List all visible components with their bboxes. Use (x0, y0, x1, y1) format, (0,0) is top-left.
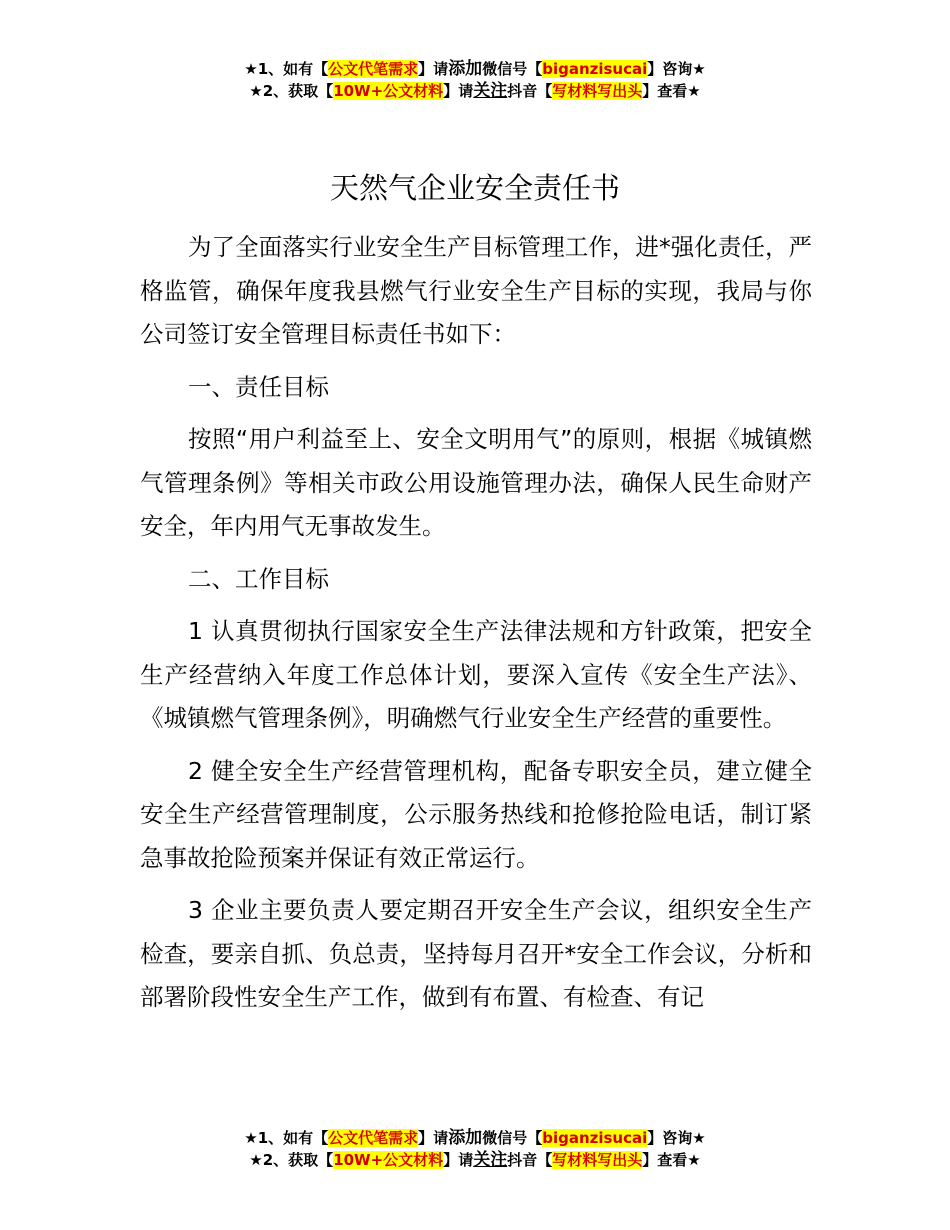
banner-text: 】咨询★ (647, 1129, 706, 1147)
paragraph: 2 健全安全生产经营管理机构，配备专职安全员，建立健全安全生产经营管理制度，公示服务热线和抢修抢险电话，制订紧急事故抢险预案并保证有效正常运行。 (140, 756, 812, 872)
banner-highlight: biganzisucai (542, 1129, 648, 1147)
banner-line-1 (0, 1127, 950, 1149)
header-banner (0, 58, 950, 102)
banner-text: 】查看★ (642, 82, 701, 100)
banner-highlight: 公文代笔需求 (328, 60, 419, 78)
banner-emphasis: 添加 (448, 59, 483, 79)
banner-highlight: 公文代笔需求 (328, 1129, 419, 1147)
banner-emphasis: 添加 (448, 1128, 483, 1148)
banner-text: ★1、如有【 (244, 60, 329, 78)
footer-banner (0, 1127, 950, 1171)
section-heading-2: 二、工作目标 (188, 564, 329, 593)
banner-line-1 (0, 58, 950, 80)
banner-highlight: 10W+公文材料 (333, 1151, 444, 1169)
banner-text: 】咨询★ (647, 60, 706, 78)
banner-text: 微信号【 (482, 60, 543, 78)
document-body (140, 226, 812, 1029)
banner-text: ★2、获取【 (249, 82, 334, 100)
section-heading-1: 一、责任目标 (188, 372, 329, 401)
banner-emphasis: 关注 (473, 1150, 508, 1170)
banner-text: 微信号【 (482, 1129, 543, 1147)
banner-emphasis: 关注 (473, 81, 508, 101)
banner-highlight: biganzisucai (542, 60, 648, 78)
banner-highlight: 10W+公文材料 (333, 82, 444, 100)
paragraph: 3 企业主要负责人要定期召开安全生产会议，组织安全生产检查，要亲自抓、负总责，坚持每月召开*安全工作会议，分析和部署阶段性安全生产工作，做到有布置、有检查、有记 (140, 896, 812, 1011)
banner-line-2 (0, 80, 950, 102)
document-title: 天然气企业安全责任书 (329, 171, 620, 205)
paragraph-intro: 为了全面落实行业安全生产目标管理工作，进*强化责任，严格监管，确保年度我县燃气行业安全生产目标的实现，我局与你公司签订安全管理目标责任书如下： (140, 233, 812, 348)
banner-text: 】查看★ (642, 1151, 701, 1169)
banner-text: ★1、如有【 (244, 1129, 329, 1147)
banner-text: 】请 (418, 1129, 449, 1147)
banner-highlight: 写材料写出头 (552, 1151, 643, 1169)
banner-line-2 (0, 1149, 950, 1171)
banner-text: 抖音【 (507, 82, 553, 100)
banner-text: 】请 (418, 60, 449, 78)
paragraph: 按照“用户利益至上、安全文明用气”的原则，根据《城镇燃气管理条例》等相关市政公用设施管理办法，确保人民生命财产安全，年内用气无事故发生。 (140, 425, 812, 540)
paragraph: 1 认真贯彻执行国家安全生产法律法规和方针政策，把安全生产经营纳入年度工作总体计划，要深入宣传《安全生产法》、《城镇燃气管理条例》，明确燃气行业安全生产经营的重要性。 (140, 617, 812, 732)
banner-text: ★2、获取【 (249, 1151, 334, 1169)
banner-text: 】请 (443, 82, 474, 100)
banner-highlight: 写材料写出头 (552, 82, 643, 100)
banner-text: 】请 (443, 1151, 474, 1169)
banner-text: 抖音【 (507, 1151, 553, 1169)
